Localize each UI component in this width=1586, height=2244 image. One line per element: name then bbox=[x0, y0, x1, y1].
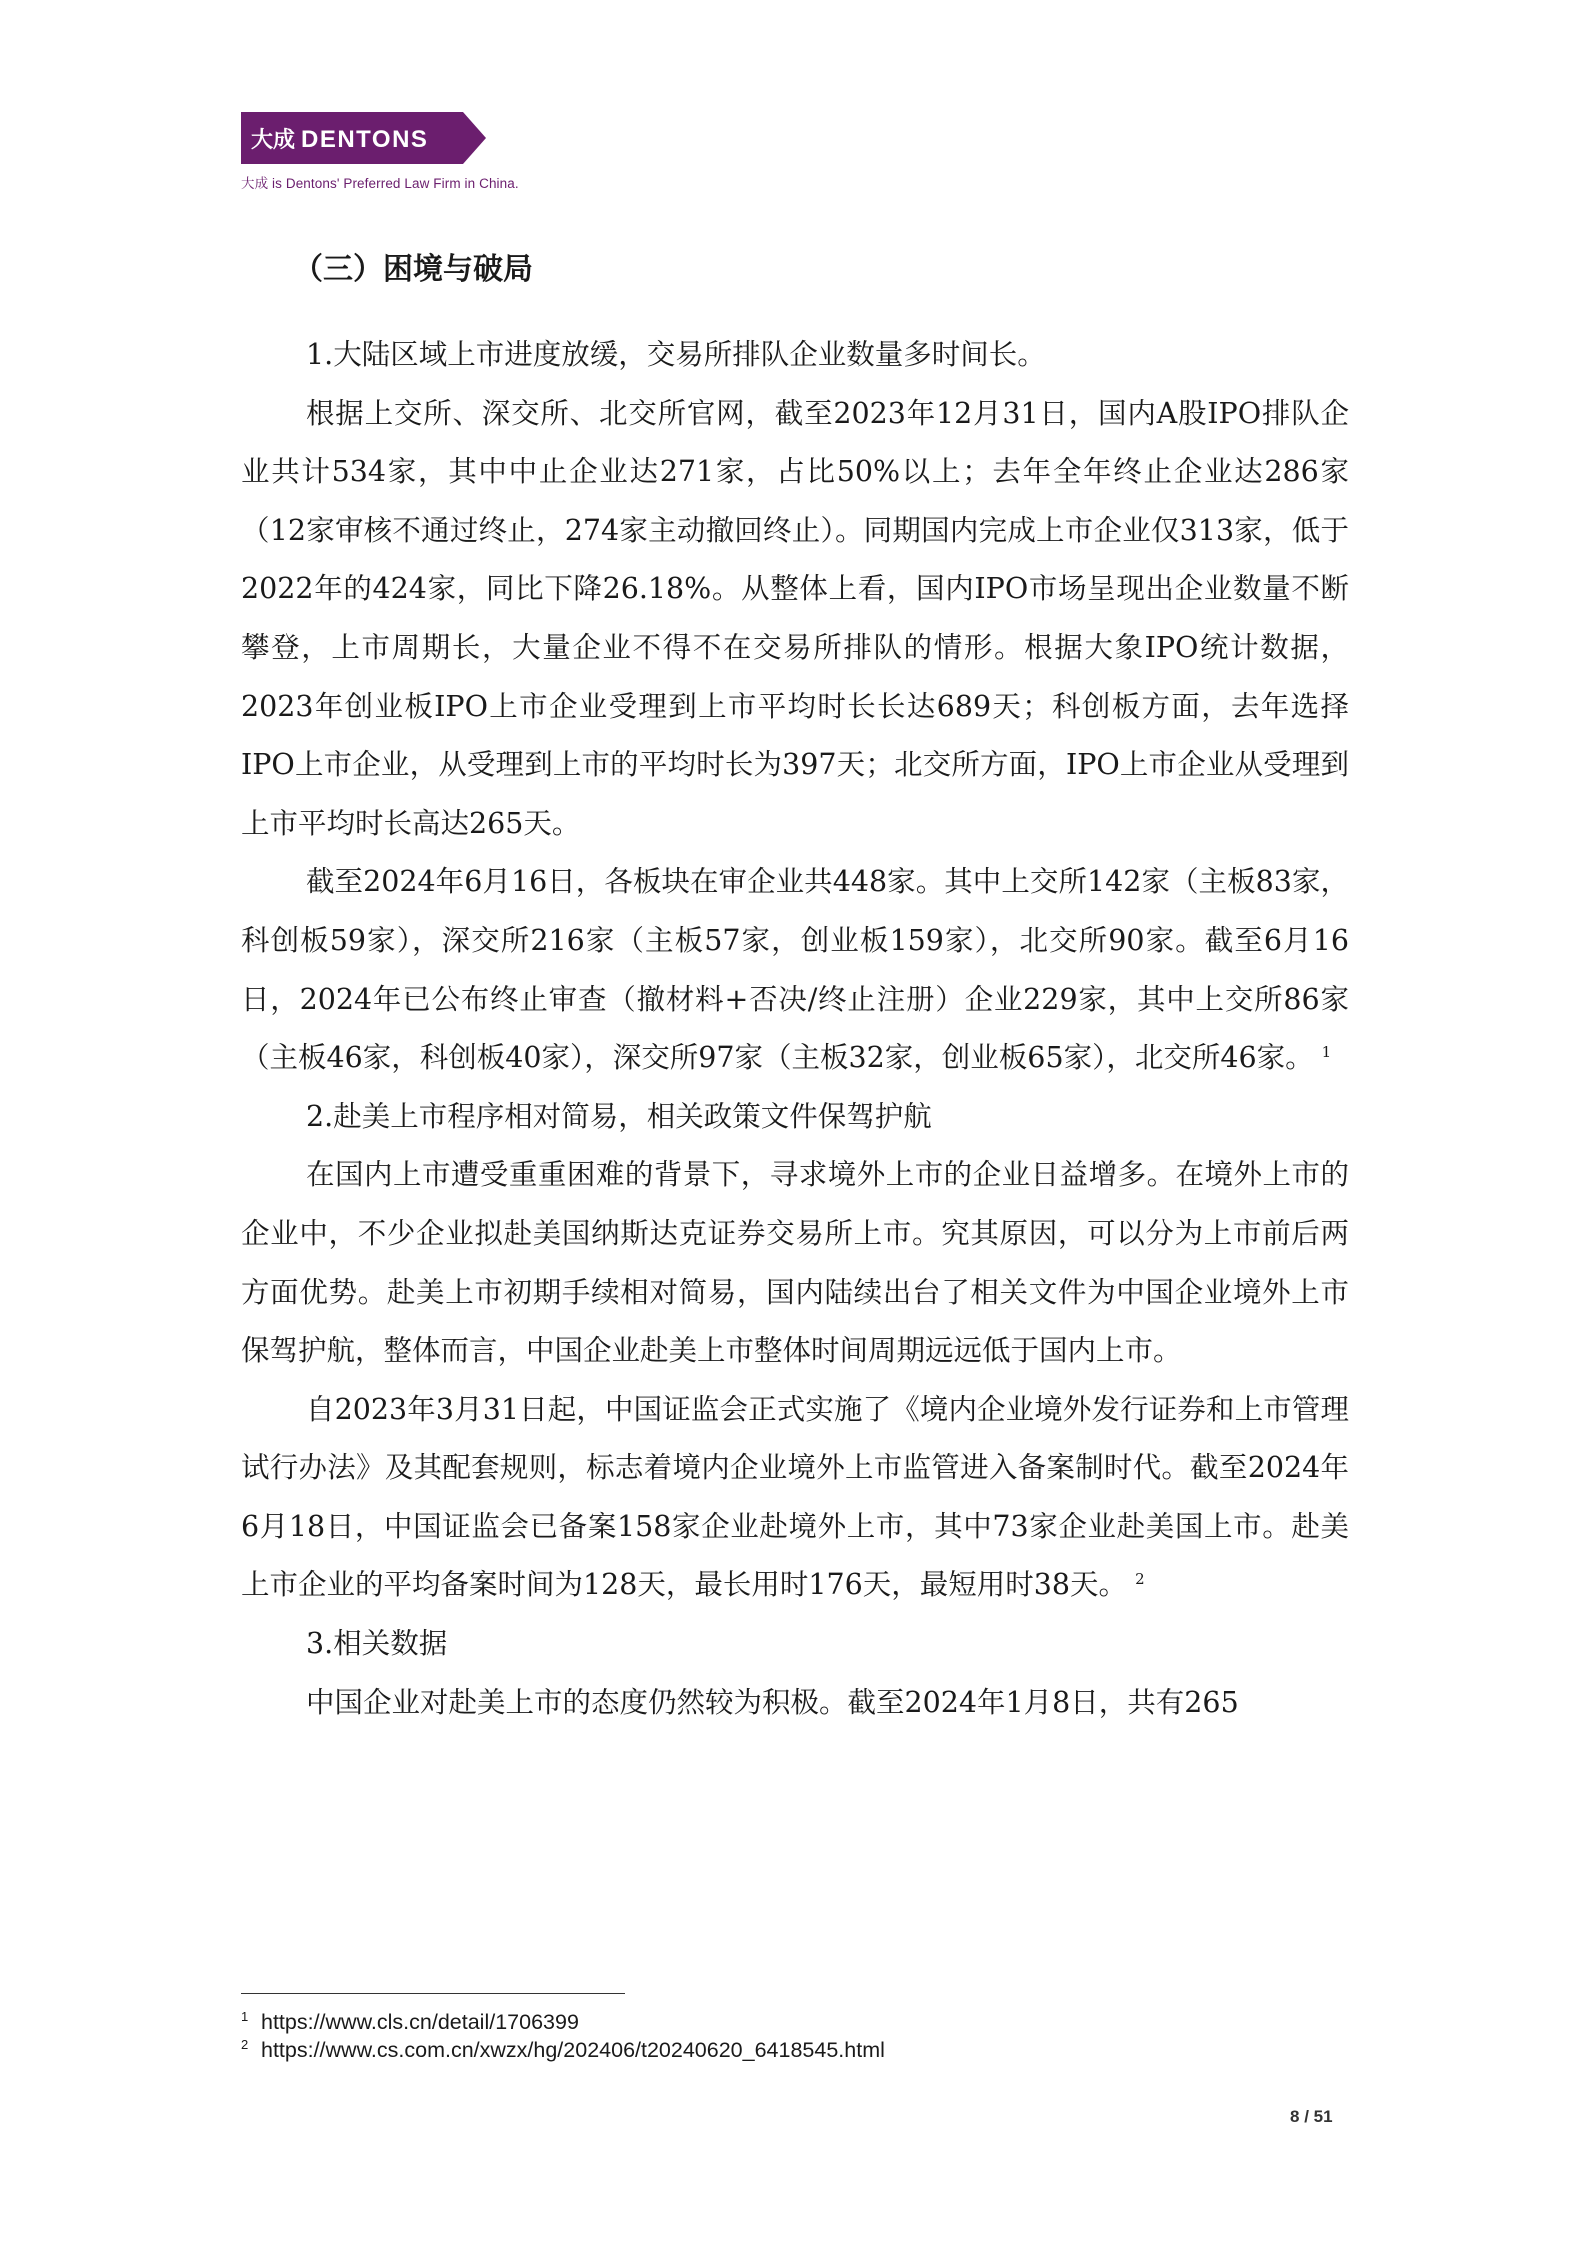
paragraph bbox=[241, 853, 1349, 1087]
paragraph-text: 中国企业对赴美上市的态度仍然较为积极。截至2024年1月8日，共有265 bbox=[306, 1685, 1239, 1719]
page-number bbox=[1290, 2107, 1333, 2127]
paragraph bbox=[241, 1674, 1349, 1733]
footnote-2[interactable] bbox=[241, 2036, 885, 2064]
page-separator: / bbox=[1304, 2107, 1309, 2126]
logo-tagline: 大成 is Dentons' Preferred Law Firm in China. bbox=[241, 176, 519, 191]
paragraph-text: 1.大陆区域上市进度放缓，交易所排队企业数量多时间长。 bbox=[306, 338, 1046, 371]
footnote-link[interactable]: https://www.cls.cn/detail/1706399 bbox=[261, 2010, 579, 2034]
footnote-ref[interactable]: 1 bbox=[1321, 1042, 1332, 1061]
footnote-divider bbox=[241, 1993, 625, 1994]
section-heading: （三）困境与破局 bbox=[293, 252, 533, 287]
logo-wordmark: DENTONS bbox=[301, 126, 429, 153]
paragraph-text: 2.赴美上市程序相对简易，相关政策文件保驾护航 bbox=[306, 1099, 932, 1133]
footnote-number: 1 bbox=[241, 2009, 249, 2024]
paragraph-text: 截至2024年6月16日，各板块在审企业共448家。其中上交所142家（主板83家，科创板59家），深交所216家（主板57家，创业板159家），北交所90家。截至6月16日，2024年已公布终止审查（撤材料+否决/终止注册）企业229家，其中上交所86家（主板46家，科创板40家），深交所97家（主板32家，创业板65家），北交所46家。 bbox=[241, 865, 1349, 1075]
paragraph bbox=[241, 385, 1349, 854]
paragraph-text: 3.相关数据 bbox=[306, 1627, 448, 1661]
paragraph-text: 根据上交所、深交所、北交所官网，截至2023年12月31日，国内A股IPO排队企业共计534家，其中中止企业达271家，占比50%以上；去年全年终止企业达286家（12家审核不通过终止，274家主动撤回终止）。同期国内完成上市企业仅313家，低于2022年的424家，同比下降26.18%。从整体上看，国内IPO市场呈现出企业数量不断攀登，上市周期长，大量企业不得不在交易所排队的情形。根据大象IPO统计数据，2023年创业板IPO上市企业受理到上市平均时长长达689天；科创板方面，去年选择IPO上市企业，从受理到上市的平均时长为397天；北交所方面，IPO上市企业从受理到上市平均时长高达265天。 bbox=[241, 396, 1349, 840]
body-text bbox=[241, 326, 1349, 1732]
paragraph-text: 在国内上市遭受重重困难的背景下，寻求境外上市的企业日益增多。在境外上市的企业中，不少企业拟赴美国纳斯达克证券交易所上市。究其原因，可以分为上市前后两方面优势。赴美上市初期手续相对简易，国内陆续出台了相关文件为中国企业境外上市保驾护航，整体而言，中国企业赴美上市整体时间周期远远低于国内上市。 bbox=[241, 1158, 1349, 1368]
footnote-link[interactable]: https://www.cs.com.cn/xwzx/hg/202406/t20240620_6418545.html bbox=[261, 2038, 885, 2062]
paragraph-text: 自2023年3月31日起，中国证监会正式实施了《境内企业境外发行证券和上市管理试行办法》及其配套规则，标志着境内企业境外上市监管进入备案制时代。截至2024年6月18日，中国证监会已备案158家企业赴境外上市，其中73家企业赴美国上市。赴美上市企业的平均备案时间为128天，最长用时176天，最短用时38天。 bbox=[241, 1392, 1349, 1602]
footnotes bbox=[241, 2008, 885, 2064]
footnote-1[interactable] bbox=[241, 2008, 885, 2036]
subheading bbox=[241, 326, 1349, 385]
footnote-ref[interactable]: 2 bbox=[1135, 1569, 1145, 1588]
page-body bbox=[241, 250, 1349, 1732]
paragraph bbox=[241, 1381, 1349, 1615]
dentons-logo bbox=[241, 112, 486, 164]
subheading bbox=[241, 1088, 1349, 1147]
page-total: 51 bbox=[1313, 2107, 1333, 2126]
paragraph bbox=[241, 1146, 1349, 1380]
footnote-number: 2 bbox=[241, 2037, 249, 2052]
subheading bbox=[241, 1615, 1349, 1674]
logo-chinese: 大成 bbox=[251, 128, 296, 153]
page-current: 8 bbox=[1290, 2107, 1300, 2126]
